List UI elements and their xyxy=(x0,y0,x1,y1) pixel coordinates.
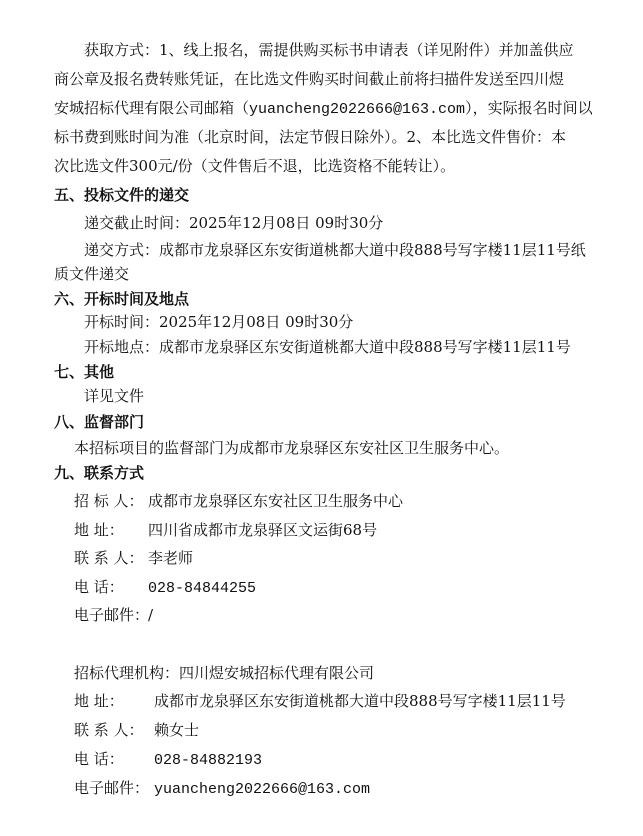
agency-email-value: yuancheng2022666@163.com xyxy=(154,781,371,798)
tenderer-contact-row xyxy=(74,549,193,567)
tenderer-phone-label: 电 话： xyxy=(74,578,124,596)
supervision-text: 本招标项目的监督部门为成都市龙泉驿区东安社区卫生服务中心。 xyxy=(74,439,510,457)
agency-phone-label: 电 话： xyxy=(74,750,124,768)
submission-deadline: 递交截止时间：2025年12月08日 09时30分 xyxy=(84,214,384,232)
tenderer-address-value: 四川省成都市龙泉驿区文运街68号 xyxy=(148,521,378,539)
tenderer-row xyxy=(74,492,403,510)
acquisition-line-1: 获取方式：1、线上报名，需提供购买标书申请表（详见附件）并加盖供应 xyxy=(84,41,574,59)
agency-phone-value: 028-84882193 xyxy=(154,752,263,769)
agency-contact-row xyxy=(74,721,199,739)
opening-time: 开标时间：2025年12月08日 09时30分 xyxy=(84,313,354,331)
submission-method-line-1: 递交方式：成都市龙泉驿区东安街道桃都大道中段888号写字楼11层11号纸 xyxy=(84,241,586,259)
tenderer-email-label: 电子邮件： xyxy=(74,606,150,624)
acquisition-line-5: 次比选文件300元/份（文件售后不退，比选资格不能转让）。 xyxy=(54,157,456,175)
tenderer-email-row xyxy=(74,606,153,624)
agency-address-row xyxy=(74,692,566,710)
agency-email-label: 电子邮件： xyxy=(74,779,150,797)
tenderer-phone-row xyxy=(74,578,256,598)
agency-contact-label: 联 系 人： xyxy=(74,721,144,739)
agency-phone-row xyxy=(74,750,262,770)
acquisition-line-2: 商公章及报名费转账凭证，在比选文件购买时间截止前将扫描件发送至四川煜 xyxy=(54,70,565,88)
acquisition-line-3 xyxy=(54,99,593,119)
section-5-heading: 五、投标文件的递交 xyxy=(54,186,190,204)
agency-contact-value: 赖女士 xyxy=(154,721,200,739)
tenderer-value: 成都市龙泉驿区东安社区卫生服务中心 xyxy=(148,492,404,510)
section-8-heading: 八、监督部门 xyxy=(54,413,145,431)
section-7-heading: 七、其他 xyxy=(54,363,115,381)
tenderer-contact-value: 李老师 xyxy=(148,549,194,567)
agency-name-row xyxy=(74,664,374,682)
acquisition-line-3-prefix: 安城招标代理有限公司邮箱（ xyxy=(54,99,250,117)
tenderer-phone-value: 028-84844255 xyxy=(148,580,257,597)
agency-email-inline: yuancheng2022666@163.com xyxy=(249,101,466,118)
section-6-heading: 六、开标时间及地点 xyxy=(54,290,190,308)
agency-name-label: 招标代理机构： xyxy=(74,664,180,682)
agency-address-label: 地 址： xyxy=(74,692,124,710)
tenderer-contact-label: 联 系 人： xyxy=(74,549,144,567)
submission-method-line-2: 质文件递交 xyxy=(54,265,130,283)
acquisition-line-3-suffix: ），实际报名时间以 xyxy=(465,99,593,117)
opening-place: 开标地点：成都市龙泉驿区东安街道桃都大道中段888号写字楼11层11号 xyxy=(84,338,571,356)
agency-address-value: 成都市龙泉驿区东安街道桃都大道中段888号写字楼11层11号 xyxy=(154,692,566,710)
tenderer-email-value: / xyxy=(148,606,154,624)
agency-name-value: 四川煜安城招标代理有限公司 xyxy=(179,664,375,682)
agency-email-row xyxy=(74,779,370,799)
tenderer-address-label: 地 址： xyxy=(74,521,124,539)
other-text: 详见文件 xyxy=(84,387,145,405)
tenderer-label: 招 标 人： xyxy=(74,492,144,510)
section-9-heading: 九、联系方式 xyxy=(54,464,145,482)
acquisition-line-4: 标书费到账时间为准（北京时间，法定节假日除外）。2、本比选文件售价：本 xyxy=(54,128,567,146)
tenderer-address-row xyxy=(74,521,377,539)
